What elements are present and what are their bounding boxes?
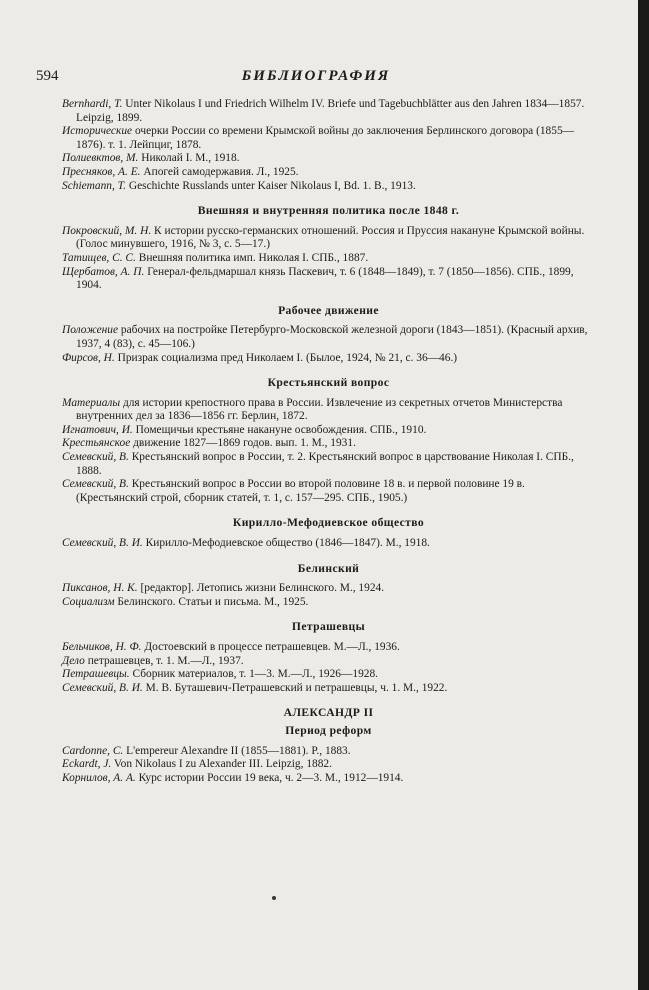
entry-author: Семевский, В. И. <box>62 537 143 550</box>
bibliography-entry <box>62 537 595 551</box>
entry-author: Татищев, С. С. <box>62 251 136 264</box>
bibliography-entry <box>62 98 595 125</box>
entry-text: Крестьянский вопрос в России, т. 2. Крестьянский вопрос в царствование Николая I. СПБ., 1888. <box>76 451 574 477</box>
page-header <box>36 68 596 90</box>
bibliography-entry <box>62 437 595 451</box>
entry-text: очерки России со времени Крымской войны до заключения Берлинского договора (1855—1876). т. 1. Лейпциг, 1878. <box>76 125 575 151</box>
entry-text: Белинского. Статьи и письма. М., 1925. <box>117 595 309 608</box>
bibliography-entry <box>62 668 595 682</box>
page-number: 594 <box>36 68 59 84</box>
bibliography-entry <box>62 772 595 786</box>
bibliography-entry <box>62 424 595 438</box>
entry-author: Schiemann, T. <box>62 179 127 192</box>
entry-text: Von Nikolaus I zu Alexander III. Leipzig, 1882. <box>113 758 332 771</box>
bibliography-entry <box>62 324 595 351</box>
bibliography-entry <box>62 180 595 194</box>
entry-text: рабочих на постройке Петербурго-Московской железной дороги (1843—1851). (Красный архив, 1937, 4 (83), с. 45—106.) <box>76 324 588 350</box>
entry-author: Социализм <box>62 595 115 608</box>
entry-text: Николай I. М., 1918. <box>141 152 240 165</box>
entry-text: петрашевцев, т. 1. М.—Л., 1937. <box>87 654 244 667</box>
bibliography-entry <box>62 641 595 655</box>
section-heading: Крестьянский вопрос <box>267 376 390 390</box>
entry-author: Семевский, В. <box>62 451 129 464</box>
entry-text: М. В. Буташевич-Петрашевский и петрашевцы, ч. 1. М., 1922. <box>145 681 448 694</box>
bibliography-entry <box>62 352 595 366</box>
section-heading: Рабочее движение <box>278 303 379 317</box>
section-heading: Белинский <box>297 561 360 575</box>
entry-author: Фирсов, Н. <box>62 351 115 364</box>
bibliography-entry <box>62 596 595 610</box>
bibliography-entry <box>62 125 595 152</box>
entry-author: Пресняков, А. Е. <box>62 165 141 178</box>
entry-author: Пиксанов, Н. К. <box>62 582 138 595</box>
bibliography-entry <box>62 152 595 166</box>
entry-text: Крестьянский вопрос в России во второй половине 18 в. и первой половине 19 в. (Крестьянский строй, сборник статей, т. 1, с. 157—295. СПБ., 1905.) <box>76 478 525 504</box>
section-heading: Петрашевцы <box>291 620 366 634</box>
bibliography-entry <box>62 397 595 424</box>
bibliography-entry <box>62 252 595 266</box>
bibliography-list <box>62 98 595 785</box>
bibliography-entry <box>62 655 595 669</box>
entry-author: Дело <box>62 654 85 667</box>
entry-author: Петрашевцы. <box>62 668 130 681</box>
bibliography-entry <box>62 745 595 759</box>
entry-text: движение 1827—1869 годов. вып. 1. М., 1931. <box>133 437 356 450</box>
stray-dot <box>272 896 276 900</box>
entry-text: Unter Nikolaus I und Friedrich Wilhelm IV. Briefe und Tagebuchblätter aus den Jahren 1834—1857. Leipzig, 1899. <box>76 98 585 124</box>
entry-author: Крестьянское <box>62 437 131 450</box>
entry-text: L'empereur Alexandre II (1855—1881). P., 1883. <box>126 744 351 757</box>
bibliography-entry <box>62 582 595 596</box>
entry-text: Geschichte Russlands unter Kaiser Nikolaus I, Bd. 1. B., 1913. <box>128 179 416 192</box>
bibliography-entry <box>62 478 595 505</box>
entry-author: Семевский, В. И. <box>62 681 143 694</box>
entry-text: Генерал-фельдмаршал князь Паскевич, т. 6 (1848—1849), т. 7 (1850—1856). СПБ., 1899, 1904. <box>76 265 574 292</box>
entry-text: К истории русско-германских отношений. Россия и Пруссия накануне Крымской войны. (Голос минувшего, 1916, № 3, с. 5—17.) <box>76 224 585 251</box>
bibliography-entry <box>62 451 595 478</box>
entry-text: для истории крепостного права в России. Извлечение из секретных отчетов Министерства внутренних дел за 1836—1856 гг. Берлин, 1872. <box>76 396 563 423</box>
entry-author: Положение <box>62 324 119 337</box>
entry-author: Cardonne, C. <box>62 744 124 757</box>
bibliography-entry <box>62 225 595 252</box>
entry-author: Покровский, М. Н. <box>62 224 152 237</box>
bibliography-entry <box>62 266 595 293</box>
page-title: БИБЛИОГРАФИЯ <box>241 68 391 84</box>
entry-author: Щербатов, А. П. <box>62 265 145 278</box>
section-heading: Внешняя и внутренняя политика после 1848 г. <box>197 204 460 218</box>
entry-text: Курс истории России 19 века, ч. 2—3. М., 1912—1914. <box>138 771 404 784</box>
entry-author: Бельчиков, Н. Ф. <box>62 641 142 653</box>
entry-text: [редактор]. Летопись жизни Белинского. М., 1924. <box>140 582 385 595</box>
bibliography-entry <box>62 166 595 180</box>
entry-text: Апогей самодержавия. Л., 1925. <box>143 165 299 178</box>
entry-text: Внешняя политика имп. Николая I. СПБ., 1887. <box>138 251 369 264</box>
section-subheading: Период реформ <box>285 723 372 737</box>
bibliography-entry <box>62 758 595 772</box>
section-heading: Кирилло-Мефодиевское общество <box>232 516 425 530</box>
entry-text: Помещичьи крестьяне накануне освобождения. СПБ., 1910. <box>135 423 427 436</box>
entry-author: Семевский, В. <box>62 478 129 491</box>
entry-text: Сборник материалов, т. 1—3. М.—Л., 1926—1928. <box>132 668 379 681</box>
entry-text: Кирилло-Мефодиевское общество (1846—1847). М., 1918. <box>145 537 430 550</box>
entry-author: Игнатович, И. <box>62 423 133 436</box>
section-heading: АЛЕКСАНДР II <box>283 706 374 720</box>
entry-author: Исторические <box>62 125 133 138</box>
entry-author: Корнилов, А. А. <box>62 771 136 784</box>
entry-author: Материалы <box>62 396 121 409</box>
bibliography-entry <box>62 682 595 696</box>
entry-author: Eckardt, J. <box>62 758 112 771</box>
entry-author: Полиевктов, М. <box>62 152 139 165</box>
entry-text: Призрак социализма пред Николаем I. (Былое, 1924, № 21, с. 36—46.) <box>117 351 458 364</box>
entry-text: Достоевский в процессе петрашевцев. М.—Л., 1936. <box>144 641 400 653</box>
entry-author: Bernhardi, T. <box>62 98 123 110</box>
